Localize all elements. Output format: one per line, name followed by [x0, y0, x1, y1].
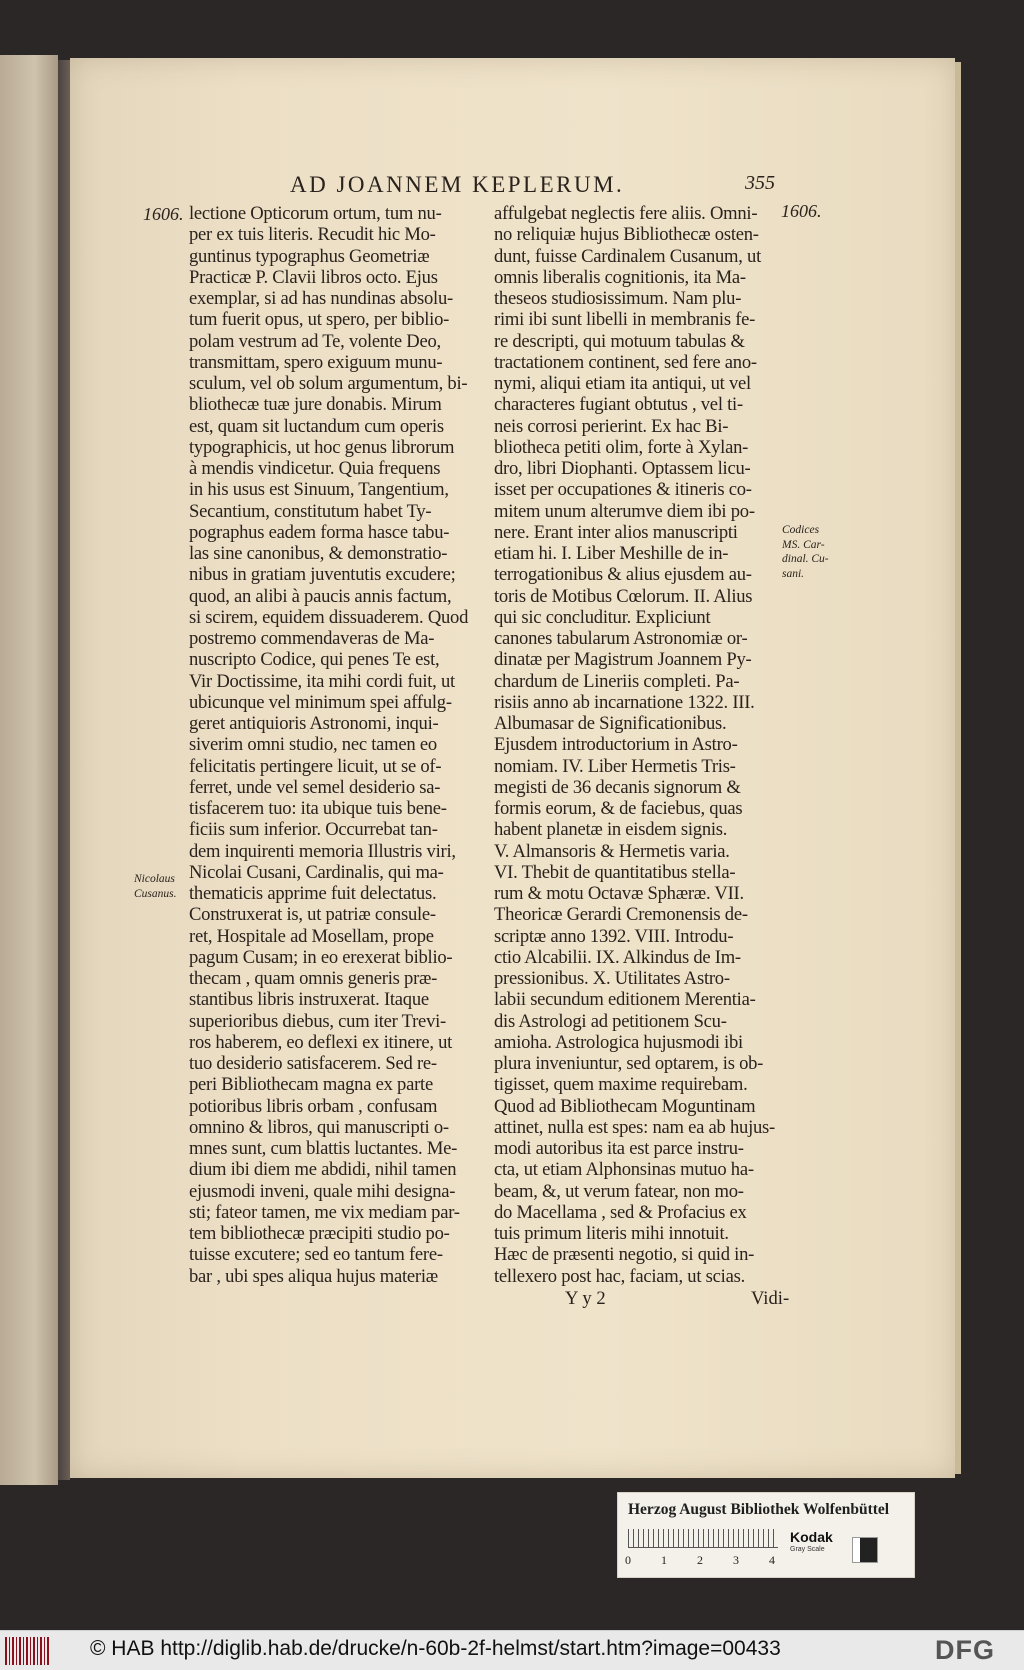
text-line: in his usus est Sinuum, Tangentium, [189, 479, 449, 501]
text-line: VI. Thebit de quantitatibus stella- [494, 861, 736, 883]
text-line: risiis anno ab incarnatione 1322. III. [494, 691, 755, 713]
text-line: peri Bibliothecam magna ex parte [189, 1074, 433, 1096]
text-line: Vir Doctissime, ita mihi cordi fuit, ut [189, 670, 455, 692]
text-line: est, quam sit luctandum cum operis [189, 415, 444, 437]
text-column-left [189, 203, 489, 1287]
text-line: pagum Cusam; in eo erexerat biblio- [189, 946, 453, 968]
library-name: Herzog August Bibliothek Wolfenbüttel [628, 1501, 890, 1518]
text-line: thematicis apprime fuit delectatus. [189, 883, 437, 904]
text-line: theseos studiosissimum. Nam plu- [494, 288, 742, 309]
text-line: Secantium, constitutum habet Ty- [189, 500, 432, 522]
text-line: tuis primum literis mihi innotuit. [494, 1223, 729, 1244]
text-line: bliothecæ tuæ jure donabis. Mirum [189, 394, 442, 416]
text-line: ros haberem, eo deflexi ex itinere, ut [189, 1031, 453, 1053]
side-note-line: Codices [782, 524, 820, 536]
signature-mark: Y y 2 [565, 1288, 606, 1309]
text-line: Ejusdem introductorium in Astro- [494, 734, 738, 756]
catchword: Vidi- [751, 1288, 790, 1309]
text-line: rum & motu Octavæ Sphæræ. VII. [494, 883, 744, 904]
text-line: Nicolai Cusani, Cardinalis, qui ma- [189, 861, 444, 883]
text-line: Hæc de præsenti negotio, si quid in- [494, 1244, 755, 1266]
text-line: polam vestrum ad Te, volente Deo, [189, 330, 441, 352]
ruler-label: 3 [733, 1553, 739, 1567]
barcode-icon [5, 1637, 49, 1665]
text-line: postremo commendaveras de Ma- [189, 628, 435, 649]
text-line: nibus in gratiam juventutis excudere; [189, 564, 456, 586]
side-note-line: dinal. Cu- [782, 553, 829, 565]
text-line: tuisse excutere; sed eo tantum fere- [189, 1244, 443, 1266]
text-line: las sine canonibus, & demonstratio- [189, 543, 448, 564]
page-edge [955, 62, 961, 1474]
text-line: Construxerat is, ut patriæ consule- [189, 904, 436, 926]
text-line: ejusmodi inveni, quale mihi designa- [189, 1180, 456, 1202]
text-line: tuo desiderio satisfacerem. Sed re- [189, 1053, 437, 1074]
text-line: modi autoribus ita est parce instru- [494, 1138, 744, 1159]
text-line: mnes sunt, cum blattis luctantes. Me- [189, 1138, 458, 1159]
text-line: nymi, aliqui etiam ita antiqui, ut vel [494, 373, 751, 394]
ruler-label: 0 [625, 1553, 631, 1567]
left-page-edge [0, 55, 58, 1485]
ruler-label: 1 [661, 1553, 667, 1567]
text-line: transmittam, spero exiguum munu- [189, 351, 443, 373]
text-line: tum fuerit opus, ut spero, per biblio- [189, 309, 450, 331]
text-line: rimi ibi sunt libelli in membranis fe- [494, 309, 756, 331]
text-line: mitem unum alterumve diem ibi po- [494, 500, 755, 522]
gray-scale-label: Gray Scale [790, 1546, 825, 1553]
text-line: formis eorum, & de faciebus, quas [494, 798, 743, 819]
text-line: ubicunque vel minimum spei affulg- [189, 691, 452, 713]
text-line: do Macellama , sed & Profacius ex [494, 1201, 747, 1223]
text-line: scriptæ anno 1392. VIII. Introdu- [494, 925, 734, 947]
text-line: omnis liberalis cognitionis, ita Ma- [494, 266, 746, 288]
margin-year-right: 1606. [781, 201, 822, 221]
text-line: ferret, unde vel semel desiderio sa- [189, 776, 441, 798]
text-line: sti; fateor tamen, me vix mediam par- [189, 1201, 460, 1223]
text-line: ctio Alcabilii. IX. Alkindus de Im- [494, 946, 741, 968]
ruler-label: 2 [697, 1553, 703, 1567]
text-line: nuscripto Codice, qui penes Te est, [189, 649, 440, 671]
text-line: stantibus libris instruxerat. Itaque [189, 989, 429, 1011]
text-line: etiam hi. I. Liber Meshille de in- [494, 543, 729, 564]
text-line: ret, Hospitale ad Mosellam, prope [189, 925, 434, 947]
text-line: tisfacerem tuo: ita ubique tuis bene- [189, 798, 447, 819]
text-line: Theoricæ Gerardi Cremonensis de- [494, 904, 748, 926]
text-line: affulgebat neglectis fere aliis. Omni- [494, 203, 758, 224]
text-line: qui sic concluditur. Expliciunt [494, 606, 711, 628]
text-line: pressionibus. X. Utilitates Astro- [494, 968, 730, 989]
text-line: per ex tuis literis. Recudit hic Mo- [189, 224, 436, 246]
footer-url-text[interactable]: © HAB http://diglib.hab.de/drucke/n-60b-2f-helmst/start.htm?image=00433 [90, 1637, 781, 1660]
text-line: guntinus typographus Geometriæ [189, 245, 430, 267]
text-line: tigisset, quem maxime requirebam. [494, 1074, 748, 1096]
gray-swatch [852, 1537, 878, 1563]
text-line: neis corrosi perierint. Ex hac Bi- [494, 415, 729, 437]
footer-bar [0, 1630, 1024, 1670]
text-line: bliotheca petiti olim, forte à Xylan- [494, 436, 749, 458]
text-line: siverim omni studio, nec tamen eo [189, 734, 437, 756]
text-line: cta, ut etiam Alphonsinas mutuo ha- [494, 1159, 754, 1181]
text-line: quod, an alibi à paucis annis factum, [189, 585, 452, 607]
text-line: pographus eadem forma hasce tabu- [189, 521, 450, 543]
text-line: typographicis, ut hoc genus librorum [189, 436, 455, 458]
text-line: characteres fugiant obtutus , vel ti- [494, 394, 743, 416]
text-line: amioha. Astrologica hujusmodi ibi [494, 1031, 743, 1053]
text-line: dinatæ per Magistrum Joannem Py- [494, 649, 752, 671]
text-line: no reliquiæ hujus Bibliothecæ osten- [494, 224, 759, 246]
text-line: V. Almansoris & Hermetis varia. [494, 840, 730, 862]
text-line: exemplar, si ad has nundinas absolu- [189, 288, 453, 309]
text-line: dium ibi diem me abdidi, nihil tamen [189, 1159, 457, 1181]
library-color-card [617, 1492, 915, 1578]
text-line: chardum de Lineriis completi. Pa- [494, 670, 740, 692]
text-line: habent planetæ in eisdem signis. [494, 819, 728, 841]
text-line: attinet, nulla est spes: nam ea ab hujus- [494, 1116, 775, 1138]
ruler-label: 4 [769, 1553, 775, 1567]
text-line: nere. Erant inter alios manuscripti [494, 521, 738, 543]
text-line: Quod ad Bibliothecam Moguntinam [494, 1095, 756, 1117]
text-line: sculum, vel ob solum argumentum, bi- [189, 373, 468, 394]
text-line: dunt, fuisse Cardinalem Cusanum, ut [494, 245, 762, 267]
text-line: dro, libri Diophanti. Optassem licu- [494, 458, 751, 479]
side-note-line: Cusanus. [134, 887, 177, 900]
text-line: thecam , quam omnis generis præ- [189, 968, 438, 989]
text-line: potioribus libris orbam , confusam [189, 1095, 438, 1117]
text-line: terrogationibus & alius ejusdem au- [494, 564, 752, 586]
text-line: tractationem continent, sed fere ano- [494, 351, 757, 373]
text-line: canones tabularum Astronomiæ or- [494, 628, 748, 649]
margin-year-left: 1606. [143, 204, 184, 224]
side-note-codices [782, 523, 829, 581]
side-note-nicolaus [134, 872, 177, 901]
dfg-logo: DFG [935, 1635, 995, 1665]
text-line: tellexero post hac, faciam, ut scias. [494, 1265, 745, 1287]
text-column-right [494, 203, 794, 1287]
text-line: nomiam. IV. Liber Hermetis Tris- [494, 755, 736, 777]
text-line: Albumasar de Significationibus. [494, 713, 727, 734]
kodak-label: Kodak [790, 1529, 833, 1545]
book-gutter [58, 60, 70, 1480]
text-line: felicitatis pertingere licuit, ut se of- [189, 755, 442, 777]
text-line: si scirem, equidem dissuaderem. Quod [189, 606, 469, 628]
text-line: geret antiquioris Astronomi, inqui- [189, 713, 439, 734]
text-line: lectione Opticorum ortum, tum nu- [189, 203, 442, 224]
scale-ruler [628, 1529, 778, 1548]
text-line: dis Astrologi ad petitionem Scu- [494, 1010, 727, 1032]
text-line: beam, &, ut verum fatear, non mo- [494, 1180, 744, 1202]
text-line: dem inquirenti memoria Illustris viri, [189, 840, 456, 862]
text-line: toris de Motibus Cœlorum. II. Alius [494, 585, 753, 607]
text-line: omnino & libros, qui manuscripti o- [189, 1116, 449, 1138]
text-line: plura inveniuntur, sed optarem, is ob- [494, 1053, 764, 1074]
text-line: megisti de 36 decanis signorum & [494, 776, 741, 798]
side-note-line: Nicolaus [134, 873, 175, 885]
running-head: AD JOANNEM KEPLERUM. [290, 172, 625, 197]
side-note-line: MS. Car- [782, 538, 825, 551]
text-line: labii secundum editionem Merentia- [494, 989, 756, 1011]
text-line: isset per occupationes & itineris co- [494, 479, 752, 501]
page-number: 355 [745, 172, 775, 194]
text-line: à mendis vindicetur. Quia frequens [189, 458, 441, 479]
text-line: re descripti, qui motuum tabulas & [494, 330, 745, 352]
side-note-line: sani. [782, 567, 805, 580]
text-line: tem bibliothecæ præcipiti studio po- [189, 1223, 450, 1244]
text-line: ficiis sum inferior. Occurrebat tan- [189, 819, 438, 841]
text-line: bar , ubi spes aliqua hujus materiæ [189, 1265, 438, 1287]
text-line: superioribus diebus, cum iter Trevi- [189, 1010, 446, 1032]
text-line: Practicæ P. Clavii libros octo. Ejus [189, 266, 438, 288]
